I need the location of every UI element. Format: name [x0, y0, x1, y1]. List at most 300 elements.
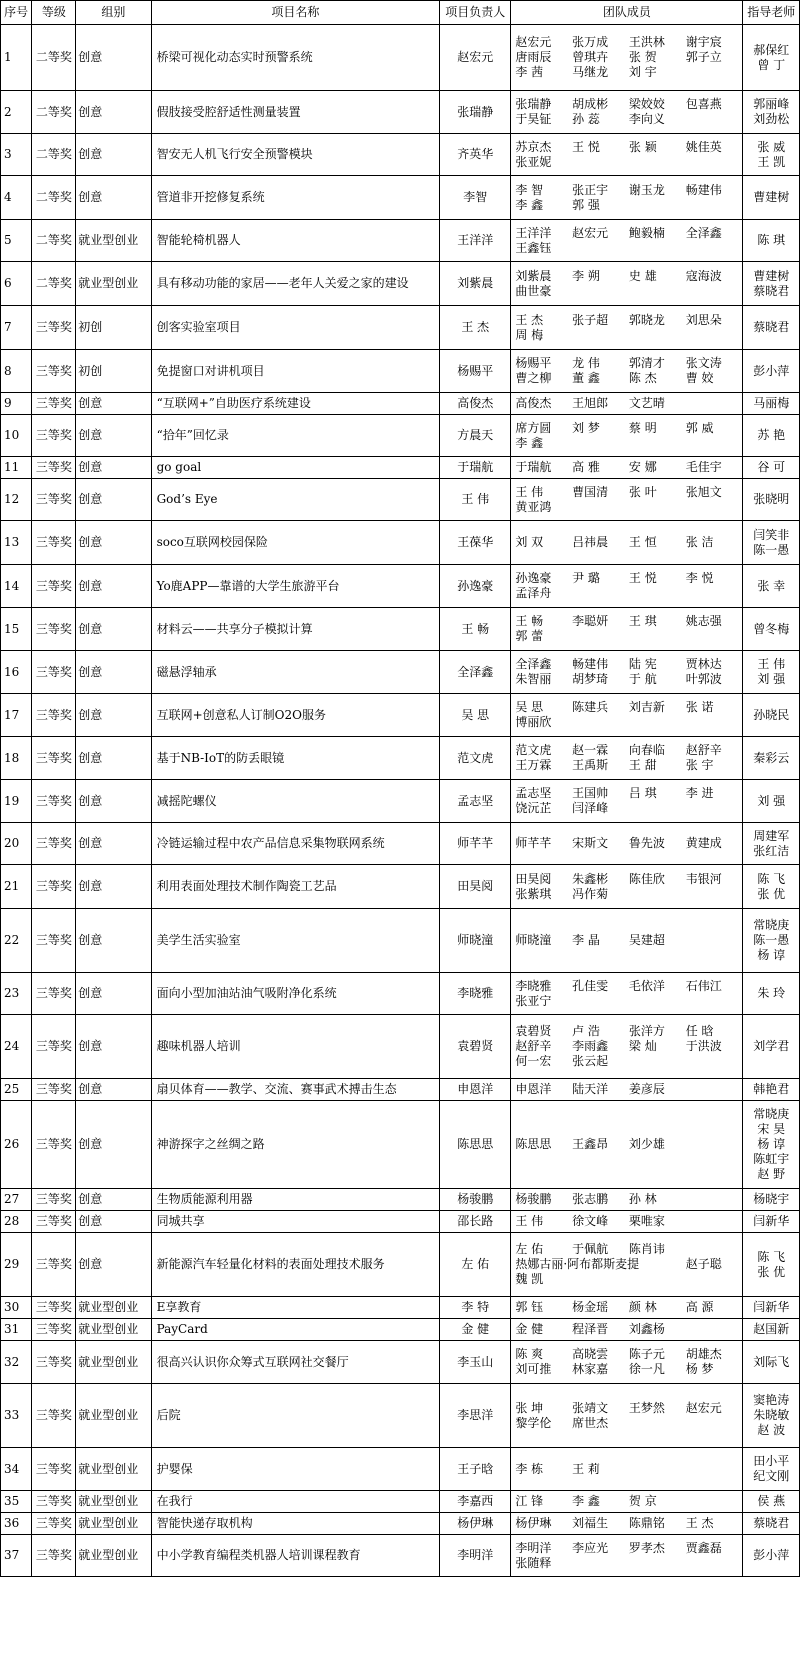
cell-group: 创意 [76, 479, 151, 521]
cell-leader: 李明洋 [440, 1535, 511, 1577]
member-name: 于昊钲 [515, 112, 552, 126]
cell-members [511, 176, 743, 220]
member-name: 袁碧贤 [515, 1024, 552, 1038]
cell-leader: 李嘉西 [440, 1491, 511, 1513]
cell-no: 27 [1, 1189, 32, 1211]
cell-no: 29 [1, 1233, 32, 1297]
cell-teacher [743, 651, 800, 694]
table-row [1, 457, 800, 479]
cell-level: 三等奖 [32, 1341, 76, 1384]
member-name: 高 源 [685, 1300, 714, 1314]
cell-level: 三等奖 [32, 973, 76, 1015]
cell-level: 二等奖 [32, 176, 76, 220]
cell-members [511, 1189, 743, 1211]
table-row [1, 1535, 800, 1577]
member-name: 博丽欣 [515, 715, 552, 729]
member-name: 张亚宁 [515, 993, 552, 1008]
cell-leader: 李智 [440, 176, 511, 220]
cell-members [511, 521, 743, 565]
cell-project-name: 面向小型加油站油气吸附净化系统 [151, 973, 440, 1015]
member-name: 王 莉 [572, 1461, 600, 1476]
teacher-name: 曾冬梅 [753, 621, 790, 636]
member-name: 王 甜 [628, 758, 657, 772]
cell-leader: 杨伊琳 [440, 1513, 511, 1535]
cell-teacher [743, 565, 800, 608]
cell-group: 创意 [76, 1079, 151, 1101]
cell-teacher [743, 479, 800, 521]
cell-no: 14 [1, 565, 32, 608]
cell-no: 35 [1, 1491, 32, 1513]
member-name: 姚佳英 [685, 139, 722, 154]
member-name: 王 伟 [515, 1214, 544, 1228]
table-row [1, 479, 800, 521]
member-name: 栗唯家 [628, 1214, 665, 1228]
cell-group: 初创 [76, 350, 151, 393]
member-name: 高 雅 [572, 460, 600, 474]
cell-leader: 杨骏鹏 [440, 1189, 511, 1211]
cell-leader: 方晨天 [440, 415, 511, 457]
cell-no: 1 [1, 25, 32, 91]
cell-project-name: “互联网+”自助医疗系统建设 [151, 393, 440, 415]
cell-project-name: 假肢接受腔舒适性测量装置 [151, 91, 440, 134]
teacher-name: 刘际飞 [753, 1354, 790, 1369]
cell-level: 三等奖 [32, 1513, 76, 1535]
cell-no: 8 [1, 350, 32, 393]
cell-level: 三等奖 [32, 1448, 76, 1491]
member-name: 杨骏鹏 [515, 1192, 552, 1206]
cell-members [511, 479, 743, 521]
cell-members [511, 1341, 743, 1384]
teacher-name: 陈 飞 [757, 871, 786, 886]
cell-project-name: 扇贝体育——教学、交流、赛事武术搏击生态 [151, 1079, 440, 1101]
member-name: 李 朔 [572, 268, 600, 283]
cell-level: 三等奖 [32, 1319, 76, 1341]
table-row [1, 651, 800, 694]
member-name: 卢 浩 [572, 1024, 600, 1038]
cell-group: 创意 [76, 521, 151, 565]
cell-leader: 孙逸豪 [440, 565, 511, 608]
cell-leader: 王子晗 [440, 1448, 511, 1491]
cell-project-name: PayCard [151, 1319, 440, 1341]
member-name: 师芊芊 [515, 836, 552, 850]
member-name: 王 杰 [685, 1516, 714, 1530]
cell-group: 创意 [76, 823, 151, 865]
table-row [1, 608, 800, 651]
member-name: 杨金瑶 [572, 1300, 609, 1314]
member-name: 陈建兵 [572, 700, 609, 714]
member-name: 董 鑫 [572, 371, 600, 385]
table-row [1, 306, 800, 350]
cell-group: 就业型创业 [76, 1448, 151, 1491]
table-row [1, 780, 800, 823]
cell-group: 创意 [76, 415, 151, 457]
member-name: 张子超 [572, 312, 609, 327]
member-name: 吕 琪 [628, 786, 657, 800]
cell-level: 二等奖 [32, 220, 76, 262]
cell-group: 就业型创业 [76, 1491, 151, 1513]
table-row [1, 393, 800, 415]
cell-leader: 王 畅 [440, 608, 511, 651]
member-name: 王 杰 [515, 312, 544, 327]
teacher-name: 谷 可 [757, 460, 786, 474]
teacher-name: 彭小萍 [753, 363, 790, 378]
cell-project-name: 互联网+创意私人订制O2O服务 [151, 694, 440, 737]
table-row [1, 737, 800, 780]
cell-members [511, 823, 743, 865]
cell-no: 34 [1, 1448, 32, 1491]
member-name: 姚志强 [685, 614, 722, 628]
cell-group: 创意 [76, 973, 151, 1015]
member-name: 贾鑫磊 [685, 1540, 722, 1555]
cell-project-name: 智能快递存取机构 [151, 1513, 440, 1535]
member-name: 刘 宇 [628, 65, 657, 79]
teacher-name: 刘 强 [757, 672, 786, 686]
member-name: 热娜古丽·阿布都斯麦提 [515, 1257, 640, 1271]
teacher-name: 侯 燕 [757, 1494, 786, 1508]
member-name: 郭 蕾 [515, 629, 544, 643]
cell-project-name: 后院 [151, 1384, 440, 1448]
cell-teacher [743, 415, 800, 457]
table-row [1, 565, 800, 608]
teacher-name: 朱晓敏 [753, 1408, 790, 1422]
cell-project-name: 具有移动功能的家居——老年人关爱之家的建设 [151, 262, 440, 306]
member-name: 胡成彬 [572, 97, 609, 111]
teacher-name: 赵 野 [757, 1167, 786, 1181]
member-name: 李 晶 [572, 933, 600, 947]
cell-no: 10 [1, 415, 32, 457]
cell-level: 三等奖 [32, 1211, 76, 1233]
member-name: 李向义 [628, 112, 665, 126]
cell-teacher [743, 176, 800, 220]
cell-no: 37 [1, 1535, 32, 1577]
cell-teacher [743, 1101, 800, 1189]
member-name: 孔佳雯 [572, 978, 609, 993]
cell-members [511, 220, 743, 262]
cell-group: 创意 [76, 865, 151, 909]
cell-no: 18 [1, 737, 32, 780]
member-name: 陈思思 [515, 1137, 552, 1151]
member-name: 徐文峰 [572, 1214, 609, 1228]
cell-leader: 李晓雅 [440, 973, 511, 1015]
cell-group: 创意 [76, 393, 151, 415]
cell-no: 19 [1, 780, 32, 823]
member-name: 高晓雲 [572, 1347, 609, 1361]
member-name: 文艺晴 [628, 396, 665, 410]
member-name: 郭 钰 [515, 1300, 544, 1314]
member-name: 冯作菊 [572, 886, 609, 901]
teacher-name: 杨晓宇 [753, 1192, 790, 1206]
member-name: 寇海波 [685, 268, 722, 283]
cell-project-name: 冷链运输过程中农产品信息采集物联网系统 [151, 823, 440, 865]
table-row [1, 521, 800, 565]
member-name: 饶沅芷 [515, 801, 552, 815]
member-name: 曹国清 [572, 484, 609, 499]
cell-level: 三等奖 [32, 457, 76, 479]
member-name: 程泽晋 [572, 1322, 609, 1336]
teacher-name: 杨 谆 [757, 1137, 786, 1151]
teacher-name: 田小平 [753, 1454, 790, 1468]
cell-project-name: 很高兴认识你众筹式互联网社交餐厅 [151, 1341, 440, 1384]
member-name: 李晓雅 [515, 978, 552, 993]
member-name: 陈鼎铭 [628, 1516, 665, 1530]
cell-project-name: 创客实验室项目 [151, 306, 440, 350]
cell-members [511, 780, 743, 823]
cell-members [511, 91, 743, 134]
cell-group: 创意 [76, 737, 151, 780]
member-name: 赵舒辛 [515, 1039, 552, 1053]
cell-members [511, 25, 743, 91]
table-row [1, 1079, 800, 1101]
cell-group: 创意 [76, 134, 151, 176]
member-name: 王 悦 [628, 571, 657, 585]
cell-group: 创意 [76, 1015, 151, 1079]
member-name: 范文虎 [515, 743, 552, 757]
cell-leader: 师芊芊 [440, 823, 511, 865]
cell-teacher [743, 1079, 800, 1101]
member-name: 李 悦 [685, 571, 714, 585]
cell-leader: 孟志坚 [440, 780, 511, 823]
cell-group: 创意 [76, 608, 151, 651]
cell-leader: 全泽鑫 [440, 651, 511, 694]
cell-project-name: 基于NB-IoT的防丢眼镜 [151, 737, 440, 780]
member-name: 刘鑫杨 [628, 1322, 665, 1336]
cell-level: 三等奖 [32, 1015, 76, 1079]
teacher-name: 张 幸 [757, 578, 786, 593]
teacher-name: 刘劲松 [753, 112, 790, 126]
cell-group: 就业型创业 [76, 262, 151, 306]
member-name: 任 晗 [685, 1024, 714, 1038]
member-name: 席方圆 [515, 420, 552, 435]
cell-no: 7 [1, 306, 32, 350]
member-name: 赵舒辛 [685, 743, 722, 757]
member-name: 龙 伟 [572, 356, 600, 370]
cell-teacher [743, 1189, 800, 1211]
member-name: 孟泽舟 [515, 586, 552, 600]
teacher-name: 宋 昊 [757, 1122, 786, 1136]
member-name: 胡雄杰 [685, 1347, 722, 1361]
cell-members [511, 1015, 743, 1079]
member-name: 李雨鑫 [572, 1039, 609, 1053]
member-name: 王梦然 [628, 1400, 665, 1415]
cell-level: 三等奖 [32, 1491, 76, 1513]
cell-leader: 王 杰 [440, 306, 511, 350]
table-row [1, 1341, 800, 1384]
member-name: 梁姣姣 [628, 97, 665, 111]
cell-project-name: 护婴保 [151, 1448, 440, 1491]
cell-teacher [743, 1319, 800, 1341]
member-name: 孟志坚 [515, 786, 552, 800]
teacher-name: 刘学君 [753, 1039, 790, 1053]
cell-no: 22 [1, 909, 32, 973]
cell-project-name: 材料云——共享分子模拟计算 [151, 608, 440, 651]
cell-level: 三等奖 [32, 1535, 76, 1577]
member-name: 郭 威 [685, 420, 714, 435]
teacher-name: 韩艳君 [753, 1082, 790, 1096]
cell-teacher [743, 1448, 800, 1491]
member-name: 王 畅 [515, 614, 544, 628]
teacher-name: 陈一愚 [753, 933, 790, 947]
teacher-name: 陈 琪 [757, 233, 786, 247]
cell-project-name: Yo鹿APP—靠谱的大学生旅游平台 [151, 565, 440, 608]
member-name: 于洪波 [685, 1039, 722, 1053]
cell-project-name: 智安无人机飞行安全预警模块 [151, 134, 440, 176]
teacher-name: 窦艳涛 [753, 1393, 790, 1407]
cell-group: 创意 [76, 1233, 151, 1297]
teacher-name: 张 优 [757, 886, 786, 901]
cell-leader: 高俊杰 [440, 393, 511, 415]
header-members: 团队成员 [511, 1, 743, 25]
cell-group: 创意 [76, 909, 151, 973]
cell-level: 三等奖 [32, 1189, 76, 1211]
cell-no: 9 [1, 393, 32, 415]
member-name: 郭 强 [572, 197, 600, 212]
teacher-name: 蔡晓君 [753, 320, 790, 334]
cell-group: 创意 [76, 565, 151, 608]
member-name: 鲁先波 [628, 836, 665, 850]
member-name: 王万霖 [515, 758, 552, 772]
cell-leader: 左 佑 [440, 1233, 511, 1297]
cell-members [511, 737, 743, 780]
member-name: 赵宏元 [685, 1400, 722, 1415]
member-name: 张 诺 [685, 700, 714, 714]
teacher-name: 郭丽峰 [753, 97, 790, 111]
cell-no: 17 [1, 694, 32, 737]
cell-level: 三等奖 [32, 651, 76, 694]
member-name: 李聪妍 [572, 614, 609, 628]
member-name: 向春临 [628, 743, 665, 757]
cell-project-name: 新能源汽车轻量化材料的表面处理技术服务 [151, 1233, 440, 1297]
member-name: 王 伟 [515, 484, 544, 499]
teacher-name: 常晓庚 [753, 918, 790, 932]
teacher-name: 曹建树 [753, 268, 790, 283]
teacher-name: 张晓明 [753, 492, 790, 506]
member-name: 于佩航 [572, 1242, 609, 1256]
teacher-name: 蔡晓君 [753, 1516, 790, 1530]
member-name: 王 悦 [572, 139, 600, 154]
member-name: 唐雨辰 [515, 50, 552, 64]
member-name: 陈佳欣 [628, 871, 665, 886]
cell-no: 4 [1, 176, 32, 220]
cell-no: 13 [1, 521, 32, 565]
header-leader: 项目负责人 [440, 1, 511, 25]
cell-group: 就业型创业 [76, 1384, 151, 1448]
teacher-name: 郝保红 [753, 42, 790, 57]
cell-group: 创意 [76, 91, 151, 134]
member-name: 宋斯文 [572, 836, 609, 850]
table-row [1, 25, 800, 91]
member-name: 于瑞航 [515, 460, 552, 474]
member-name: 李 智 [515, 182, 544, 197]
member-name: 陆天洋 [572, 1082, 609, 1096]
teacher-name: 周建军 [753, 828, 790, 843]
cell-members [511, 393, 743, 415]
cell-no: 33 [1, 1384, 32, 1448]
member-name: 吴建超 [628, 933, 665, 947]
teacher-name: 纪文刚 [753, 1469, 790, 1483]
cell-teacher [743, 909, 800, 973]
cell-level: 三等奖 [32, 1079, 76, 1101]
table-body [1, 25, 800, 1577]
table-row [1, 1189, 800, 1211]
cell-project-name: “拾年”回忆录 [151, 415, 440, 457]
member-name: 于 航 [628, 672, 657, 686]
table-row [1, 909, 800, 973]
member-name: 郭晓龙 [628, 312, 665, 327]
cell-leader: 王洋洋 [440, 220, 511, 262]
cell-members [511, 973, 743, 1015]
member-name: 刘少雄 [628, 1137, 665, 1151]
member-name: 李 茜 [515, 65, 544, 79]
member-name: 赵宏元 [515, 35, 552, 49]
cell-no: 2 [1, 91, 32, 134]
member-name: 胡梦琦 [572, 672, 609, 686]
cell-teacher [743, 457, 800, 479]
member-name: 谢玉龙 [628, 182, 665, 197]
cell-group: 就业型创业 [76, 1535, 151, 1577]
cell-project-name: 减摇陀螺仪 [151, 780, 440, 823]
cell-members [511, 909, 743, 973]
table-row [1, 415, 800, 457]
member-name: 史 雄 [628, 268, 657, 283]
cell-level: 三等奖 [32, 479, 76, 521]
table-row [1, 134, 800, 176]
member-name: 赵子聪 [685, 1257, 722, 1271]
cell-teacher [743, 220, 800, 262]
cell-group: 创意 [76, 1211, 151, 1233]
member-name: 韦银河 [685, 871, 722, 886]
header-group: 组别 [76, 1, 151, 25]
cell-leader: 田昊阅 [440, 865, 511, 909]
teacher-name: 苏 艳 [757, 428, 786, 442]
cell-members [511, 306, 743, 350]
cell-no: 5 [1, 220, 32, 262]
header-teacher: 指导老师 [743, 1, 800, 25]
cell-leader: 李玉山 [440, 1341, 511, 1384]
cell-teacher [743, 823, 800, 865]
cell-level: 二等奖 [32, 91, 76, 134]
member-name: 李 栋 [515, 1461, 544, 1476]
table-row [1, 1384, 800, 1448]
cell-leader: 刘紫晨 [440, 262, 511, 306]
teacher-name: 闫笑非 [753, 527, 790, 542]
cell-leader: 陈思思 [440, 1101, 511, 1189]
member-name: 张 坤 [515, 1400, 544, 1415]
member-name: 李 进 [685, 786, 714, 800]
member-name: 安 娜 [628, 460, 657, 474]
cell-level: 二等奖 [32, 25, 76, 91]
cell-project-name: soco互联网校园保险 [151, 521, 440, 565]
cell-project-name: 神游探字之丝绸之路 [151, 1101, 440, 1189]
cell-group: 创意 [76, 176, 151, 220]
teacher-name: 张 威 [757, 139, 786, 154]
member-name: 郭清才 [628, 356, 665, 370]
cell-leader: 吴 思 [440, 694, 511, 737]
cell-level: 三等奖 [32, 1384, 76, 1448]
member-name: 刘吉新 [628, 700, 665, 714]
cell-no: 25 [1, 1079, 32, 1101]
cell-members [511, 1233, 743, 1297]
table-row [1, 1297, 800, 1319]
member-name: 全泽鑫 [515, 657, 552, 671]
cell-leader: 李思洋 [440, 1384, 511, 1448]
cell-level: 三等奖 [32, 1297, 76, 1319]
cell-no: 23 [1, 973, 32, 1015]
cell-leader: 范文虎 [440, 737, 511, 780]
member-name: 金 健 [515, 1322, 544, 1336]
cell-members [511, 1448, 743, 1491]
member-name: 王鑫钰 [515, 240, 552, 255]
cell-teacher [743, 780, 800, 823]
